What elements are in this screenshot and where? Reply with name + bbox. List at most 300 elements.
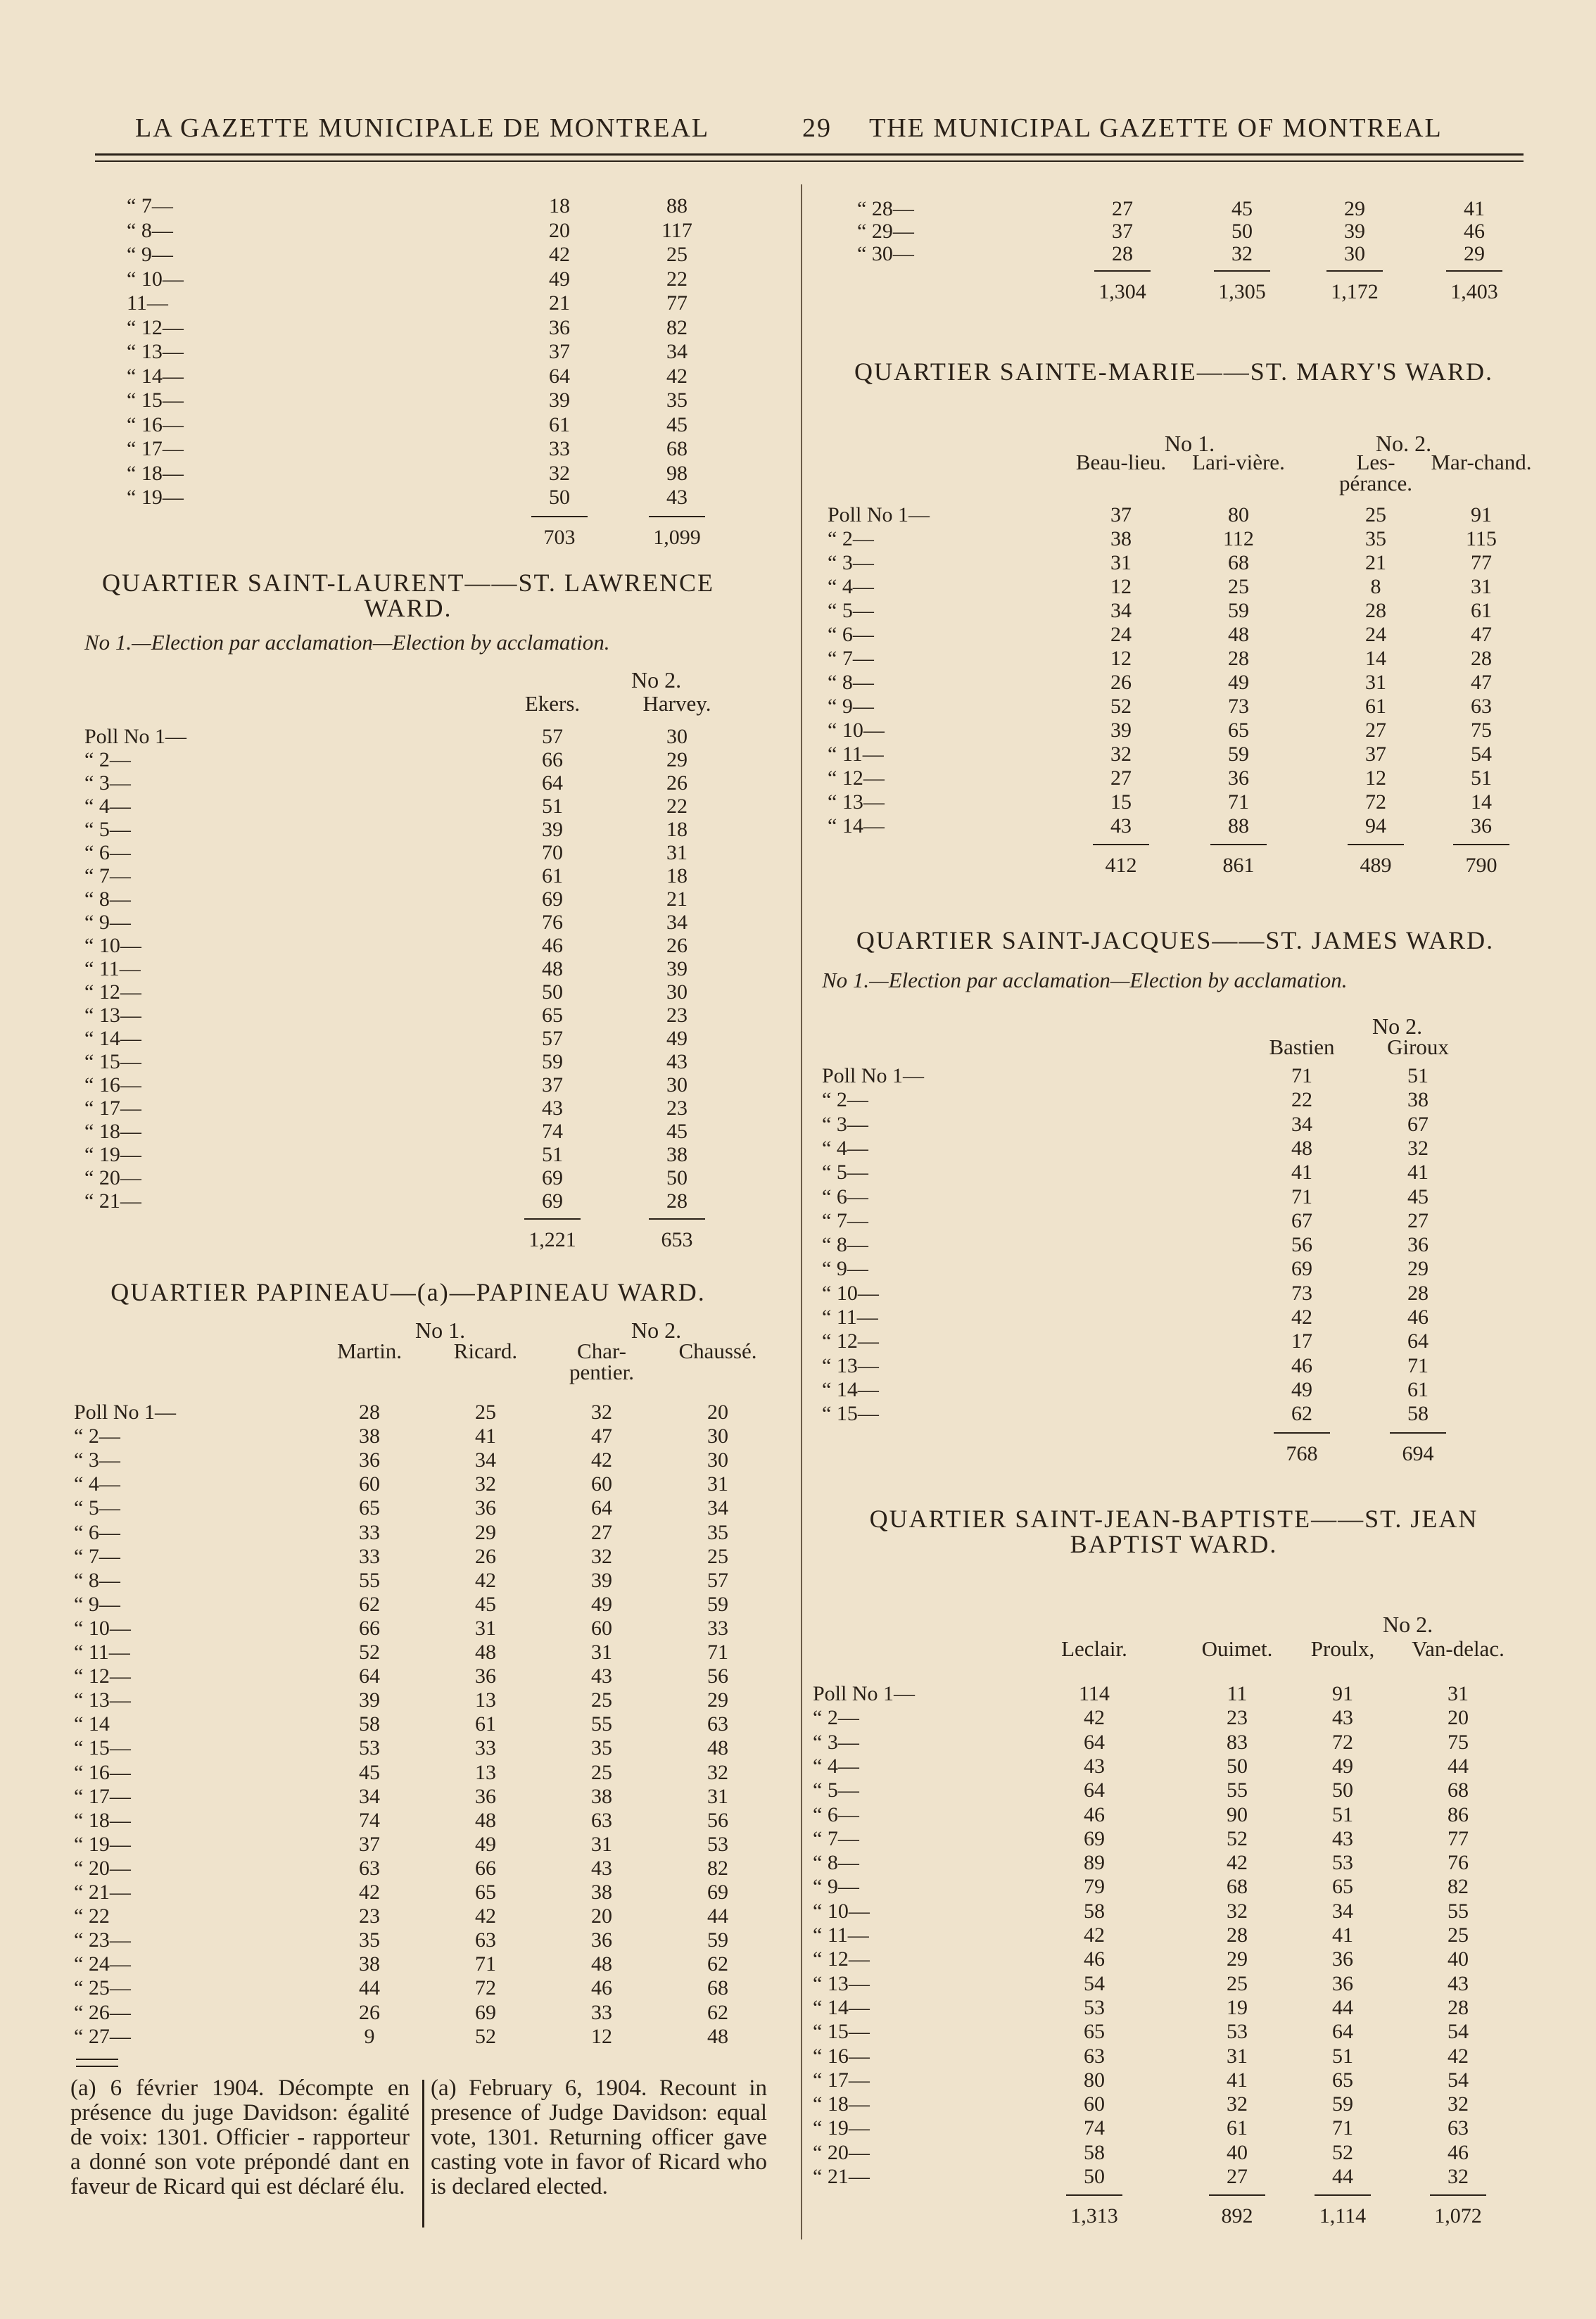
section-note: No 1.—Election par acclamation—Election by acclamation. [84,630,610,655]
vote-count: 51 [1471,766,1492,790]
poll-label: “ 14— [822,1377,879,1401]
poll-label: “ 29— [857,220,914,243]
vote-count: 29 [475,1520,496,1544]
vote-count: 46 [1084,1802,1105,1826]
poll-label: “ 7— [828,647,874,670]
poll-label: “ 5— [84,818,131,841]
poll-label: “ 10— [84,934,141,957]
vote-count: 47 [591,1424,612,1448]
vote-count: 28 [1448,1995,1469,2019]
poll-label: “ 10— [74,1616,131,1640]
vote-count: 42 [549,243,570,266]
vote-count: 35 [1365,527,1386,550]
poll-label: “ 7— [813,1826,859,1850]
vote-count: 32 [475,1472,496,1496]
total-rule [1315,2194,1371,2196]
vote-count: 94 [1365,814,1386,838]
vote-count: 21 [666,887,688,911]
section-title: QUARTIER SAINT-JEAN-BAPTISTE——ST. JEAN BAPTIST WARD. [869,1505,1478,1558]
candidate-header: Giroux [1387,1035,1449,1059]
vote-count: 32 [591,1401,612,1424]
vote-count: 72 [475,1976,496,2000]
vote-count: 63 [707,1712,728,1736]
vote-count: 37 [1112,220,1133,243]
header-rule-thin [95,160,1524,162]
vote-count: 68 [707,1976,728,2000]
vote-count: 29 [1344,197,1365,220]
vote-count: 29 [666,748,688,771]
poll-label: “ 3— [822,1112,868,1136]
vote-count: 55 [591,1712,612,1736]
vote-count: 34 [359,1784,380,1808]
papineau-end-rule [76,2059,118,2060]
vote-count: 43 [1084,1754,1105,1778]
poll-label: “ 15— [822,1402,879,1426]
vote-count: 45 [666,1120,688,1143]
vote-count: 28 [1365,599,1386,622]
poll-label: “ 4— [813,1754,859,1778]
vote-count: 69 [542,887,563,911]
vote-count: 46 [542,934,563,957]
vote-count: 71 [1407,1353,1429,1377]
vote-count: 20 [591,1904,612,1928]
vote-count: 25 [591,1760,612,1784]
poll-label: Poll No 1— [828,503,930,526]
district-group-label: No. 2. [1376,431,1432,456]
vote-count: 34 [707,1496,728,1520]
vote-count: 22 [666,267,688,291]
poll-label: “ 7— [127,194,173,217]
poll-label: 11— [127,291,168,315]
vote-count: 35 [591,1736,612,1760]
vote-count: 69 [542,1166,563,1189]
vote-count: 44 [1332,2165,1353,2188]
poll-label: “ 18— [84,1120,141,1143]
vote-count: 29 [1464,242,1485,265]
vote-count: 61 [549,412,570,436]
vote-count: 58 [1407,1402,1429,1426]
poll-label: “ 20— [74,1856,131,1880]
vote-count: 32 [1448,2092,1469,2116]
poll-label: “ 25— [74,1976,131,2000]
poll-label: “ 9— [84,911,131,934]
vote-count: 54 [1448,2068,1469,2092]
total-rule [1066,2194,1122,2196]
poll-label: “ 7— [74,1544,120,1568]
vote-count: 26 [475,1544,496,1568]
vote-count: 63 [591,1808,612,1832]
vote-count: 36 [1228,766,1249,790]
poll-label: “ 2— [822,1088,868,1112]
vote-count: 64 [549,364,570,388]
vote-count: 41 [1464,197,1485,220]
vote-count: 73 [1228,695,1249,718]
poll-label: “ 6— [828,623,874,646]
vote-count: 36 [1471,814,1492,838]
vote-count: 42 [475,1904,496,1928]
vote-count: 21 [1365,551,1386,574]
vote-count: 32 [591,1544,612,1568]
vote-count: 44 [707,1904,728,1928]
poll-label: “ 13— [828,790,885,814]
poll-label: “ 8— [84,887,131,911]
poll-label: “ 5— [822,1161,868,1184]
vote-count: 37 [1365,743,1386,766]
vote-count: 71 [707,1641,728,1664]
vote-count: 43 [666,1050,688,1073]
vote-count: 43 [1110,814,1132,838]
vote-count: 63 [1471,695,1492,718]
poll-label: “ 9— [74,1592,120,1616]
vote-count: 53 [707,1832,728,1856]
vote-count: 65 [1332,2068,1353,2092]
total-rule [1209,2194,1265,2196]
vote-total: 1,221 [528,1228,576,1251]
vote-count: 64 [542,771,563,795]
poll-label: “ 15— [127,388,184,412]
poll-label: “ 10— [127,267,184,291]
vote-count: 31 [1110,551,1132,574]
vote-count: 31 [666,841,688,864]
vote-count: 23 [666,1004,688,1027]
vote-count: 57 [542,1027,563,1050]
vote-count: 31 [1448,1682,1469,1705]
vote-count: 52 [359,1641,380,1664]
district-group-label: No 2. [631,667,682,693]
poll-label: “ 9— [813,1875,859,1899]
poll-label: “ 14— [84,1027,141,1050]
vote-total: 861 [1222,854,1255,877]
vote-count: 65 [1228,719,1249,742]
vote-count: 33 [707,1616,728,1640]
vote-count: 41 [1227,2068,1248,2092]
poll-label: “ 15— [813,2020,870,2044]
poll-label: “ 19— [127,486,184,509]
poll-label: “ 21— [74,1881,131,1904]
poll-label: “ 17— [127,437,184,460]
header-rule [95,153,1524,156]
vote-count: 21 [549,291,570,315]
section-title: QUARTIER SAINT-JACQUES——ST. JAMES WARD. [856,926,1495,954]
vote-count: 64 [1332,2020,1353,2044]
vote-count: 20 [549,218,570,242]
vote-count: 86 [1448,1802,1469,1826]
poll-label: “ 2— [828,527,874,550]
vote-count: 53 [1332,1851,1353,1875]
poll-label: “ 21— [813,2165,870,2188]
vote-count: 88 [666,194,688,217]
vote-count: 38 [359,1424,380,1448]
vote-count: 48 [707,1736,728,1760]
vote-total: 790 [1465,854,1497,877]
vote-count: 34 [666,340,688,363]
vote-total: 1,172 [1331,280,1379,303]
vote-count: 61 [1471,599,1492,622]
vote-count: 63 [359,1856,380,1880]
vote-count: 52 [475,2024,496,2048]
vote-count: 71 [1291,1184,1312,1208]
vote-count: 67 [1407,1112,1429,1136]
vote-count: 66 [475,1856,496,1880]
vote-count: 65 [1084,2020,1105,2044]
poll-label: “ 9— [822,1257,868,1281]
vote-count: 46 [591,1976,612,2000]
poll-label: “ 15— [84,1050,141,1073]
vote-total: 1,114 [1319,2204,1367,2228]
candidate-header: Les-pérance. [1338,450,1413,495]
vote-count: 42 [359,1881,380,1904]
vote-count: 39 [591,1568,612,1592]
vote-count: 39 [666,957,688,980]
district-group-label: No 2. [1383,1612,1433,1637]
vote-count: 28 [1471,647,1492,670]
candidate-header: Leclair. [1061,1636,1127,1661]
vote-count: 26 [666,771,688,795]
vote-count: 25 [1365,503,1386,526]
vote-count: 59 [707,1928,728,1952]
vote-count: 18 [549,194,570,217]
vote-count: 48 [475,1641,496,1664]
vote-count: 30 [666,1073,688,1097]
vote-count: 67 [1291,1208,1312,1232]
vote-count: 77 [1448,1826,1469,1850]
vote-count: 55 [1227,1778,1248,1802]
page-number: 29 [802,113,832,143]
vote-count: 68 [1227,1875,1248,1899]
total-rule [1390,1432,1446,1434]
vote-count: 40 [1448,1947,1469,1971]
poll-label: “ 4— [84,795,131,818]
vote-count: 50 [1084,2165,1105,2188]
vote-count: 50 [549,486,570,509]
vote-count: 30 [666,725,688,748]
vote-count: 30 [707,1448,728,1472]
vote-count: 32 [1227,1899,1248,1923]
vote-count: 36 [1332,1947,1353,1971]
vote-count: 28 [1227,1923,1248,1947]
vote-count: 49 [475,1832,496,1856]
vote-count: 34 [475,1448,496,1472]
vote-count: 48 [475,1808,496,1832]
vote-count: 60 [1084,2092,1105,2116]
vote-count: 64 [591,1496,612,1520]
vote-count: 23 [1227,1706,1248,1730]
poll-label: “ 24— [74,1952,131,1976]
vote-count: 50 [1227,1754,1248,1778]
poll-label: “ 13— [813,1971,870,1995]
vote-count: 18 [666,864,688,887]
vote-count: 69 [707,1881,728,1904]
vote-count: 60 [591,1472,612,1496]
vote-count: 25 [591,1688,612,1712]
vote-count: 60 [591,1616,612,1640]
candidate-header: Ekers. [524,691,581,716]
poll-label: “ 3— [813,1730,859,1754]
vote-count: 44 [1448,1754,1469,1778]
vote-count: 45 [359,1760,380,1784]
vote-count: 51 [542,795,563,818]
total-rule [1094,270,1151,272]
vote-count: 37 [1110,503,1132,526]
poll-label: “ 17— [84,1097,141,1120]
poll-label: “ 14— [828,814,885,838]
poll-label: “ 19— [74,1832,131,1856]
poll-label: “ 16— [127,412,184,436]
vote-count: 13 [475,1760,496,1784]
poll-label: “ 11— [822,1306,878,1329]
vote-total: 1,099 [653,525,701,549]
vote-count: 61 [542,864,563,887]
vote-count: 59 [1332,2092,1353,2116]
vote-count: 36 [591,1928,612,1952]
poll-label: “ 30— [857,242,914,265]
vote-count: 11 [1227,1682,1248,1705]
district-group-label: No 2. [631,1318,682,1343]
vote-count: 43 [591,1664,612,1688]
vote-count: 112 [1223,527,1254,550]
poll-label: “ 12— [84,980,141,1004]
vote-count: 26 [1110,671,1132,694]
poll-label: “ 20— [84,1166,141,1189]
poll-label: “ 2— [74,1424,120,1448]
vote-count: 50 [542,980,563,1004]
vote-count: 12 [1110,575,1132,598]
vote-count: 36 [549,315,570,339]
poll-label: “ 13— [74,1688,131,1712]
poll-label: “ 26— [74,2000,131,2024]
poll-label: “ 18— [127,461,184,485]
vote-count: 18 [666,818,688,841]
vote-count: 117 [661,218,692,242]
vote-count: 26 [666,934,688,957]
vote-count: 36 [359,1448,380,1472]
poll-label: “ 16— [84,1073,141,1097]
poll-label: “ 3— [828,551,874,574]
vote-count: 68 [1228,551,1249,574]
total-rule [1348,844,1404,845]
vote-count: 68 [1448,1778,1469,1802]
poll-label: “ 18— [813,2092,870,2116]
poll-label: “ 6— [813,1802,859,1826]
vote-count: 37 [359,1832,380,1856]
vote-count: 28 [1407,1281,1429,1305]
vote-count: 66 [542,748,563,771]
vote-count: 30 [1344,242,1365,265]
vote-count: 43 [1332,1826,1353,1850]
vote-count: 114 [1079,1682,1110,1705]
vote-count: 19 [1227,1995,1248,2019]
poll-label: Poll No 1— [813,1682,916,1705]
vote-count: 65 [1332,1875,1353,1899]
vote-count: 17 [1291,1329,1312,1353]
vote-count: 29 [707,1688,728,1712]
vote-count: 34 [1332,1899,1353,1923]
poll-label: “ 12— [822,1329,879,1353]
vote-count: 51 [1332,1802,1353,1826]
vote-count: 36 [475,1664,496,1688]
vote-count: 28 [359,1401,380,1424]
vote-count: 77 [666,291,688,315]
vote-count: 91 [1332,1682,1353,1705]
vote-count: 31 [591,1641,612,1664]
poll-label: “ 14— [127,364,184,388]
poll-label: “ 4— [828,575,874,598]
vote-total: 412 [1105,854,1137,877]
vote-count: 62 [1291,1402,1312,1426]
vote-count: 32 [1110,743,1132,766]
total-rule [649,516,705,517]
total-rule [1214,270,1270,272]
vote-count: 42 [591,1448,612,1472]
vote-count: 50 [1332,1778,1353,1802]
vote-count: 37 [549,340,570,363]
vote-count: 38 [666,1143,688,1166]
poll-label: “ 8— [828,671,874,694]
poll-label: “ 28— [857,197,914,220]
vote-count: 52 [1332,2140,1353,2164]
vote-count: 59 [1228,599,1249,622]
vote-count: 46 [1448,2140,1469,2164]
vote-count: 27 [591,1520,612,1544]
poll-label: “ 12— [828,766,885,790]
poll-label: “ 4— [822,1136,868,1160]
vote-count: 43 [666,486,688,509]
vote-count: 23 [666,1097,688,1120]
vote-count: 54 [1448,2020,1469,2044]
vote-count: 88 [1228,814,1249,838]
vote-count: 30 [666,980,688,1004]
vote-count: 36 [1332,1971,1353,1995]
vote-count: 12 [1365,766,1386,790]
vote-count: 31 [707,1472,728,1496]
vote-count: 50 [1231,220,1253,243]
poll-label: “ 11— [828,743,884,766]
poll-label: “ 14— [813,1995,870,2019]
poll-label: “ 6— [74,1520,120,1544]
vote-count: 42 [1448,2044,1469,2068]
vote-count: 31 [1227,2044,1248,2068]
vote-count: 29 [1407,1257,1429,1281]
vote-count: 24 [1365,623,1386,646]
candidate-header: Proulx, [1310,1636,1375,1661]
total-rule [649,1218,705,1220]
vote-count: 56 [707,1808,728,1832]
vote-count: 69 [1084,1826,1105,1850]
vote-count: 72 [1365,790,1386,814]
poll-label: “ 9— [828,695,874,718]
section-title: QUARTIER PAPINEAU—(a)—PAPINEAU WARD. [110,1278,706,1306]
vote-count: 65 [359,1496,380,1520]
vote-count: 32 [1448,2165,1469,2188]
poll-label: “ 21— [84,1189,141,1213]
vote-count: 35 [666,388,688,412]
vote-total: 892 [1221,2204,1253,2228]
vote-count: 9 [364,2024,375,2048]
vote-count: 34 [1110,599,1132,622]
vote-count: 53 [1084,1995,1105,2019]
candidate-header: Lari-vière. [1192,450,1285,474]
vote-count: 31 [1471,575,1492,598]
vote-count: 12 [591,2024,612,2048]
vote-count: 49 [549,267,570,291]
vote-count: 43 [1332,1706,1353,1730]
poll-label: “ 19— [84,1143,141,1166]
candidate-header: Chaussé. [678,1339,757,1363]
vote-count: 50 [666,1166,688,1189]
vote-count: 14 [1471,790,1492,814]
vote-count: 37 [542,1073,563,1097]
poll-label: “ 4— [74,1472,120,1496]
